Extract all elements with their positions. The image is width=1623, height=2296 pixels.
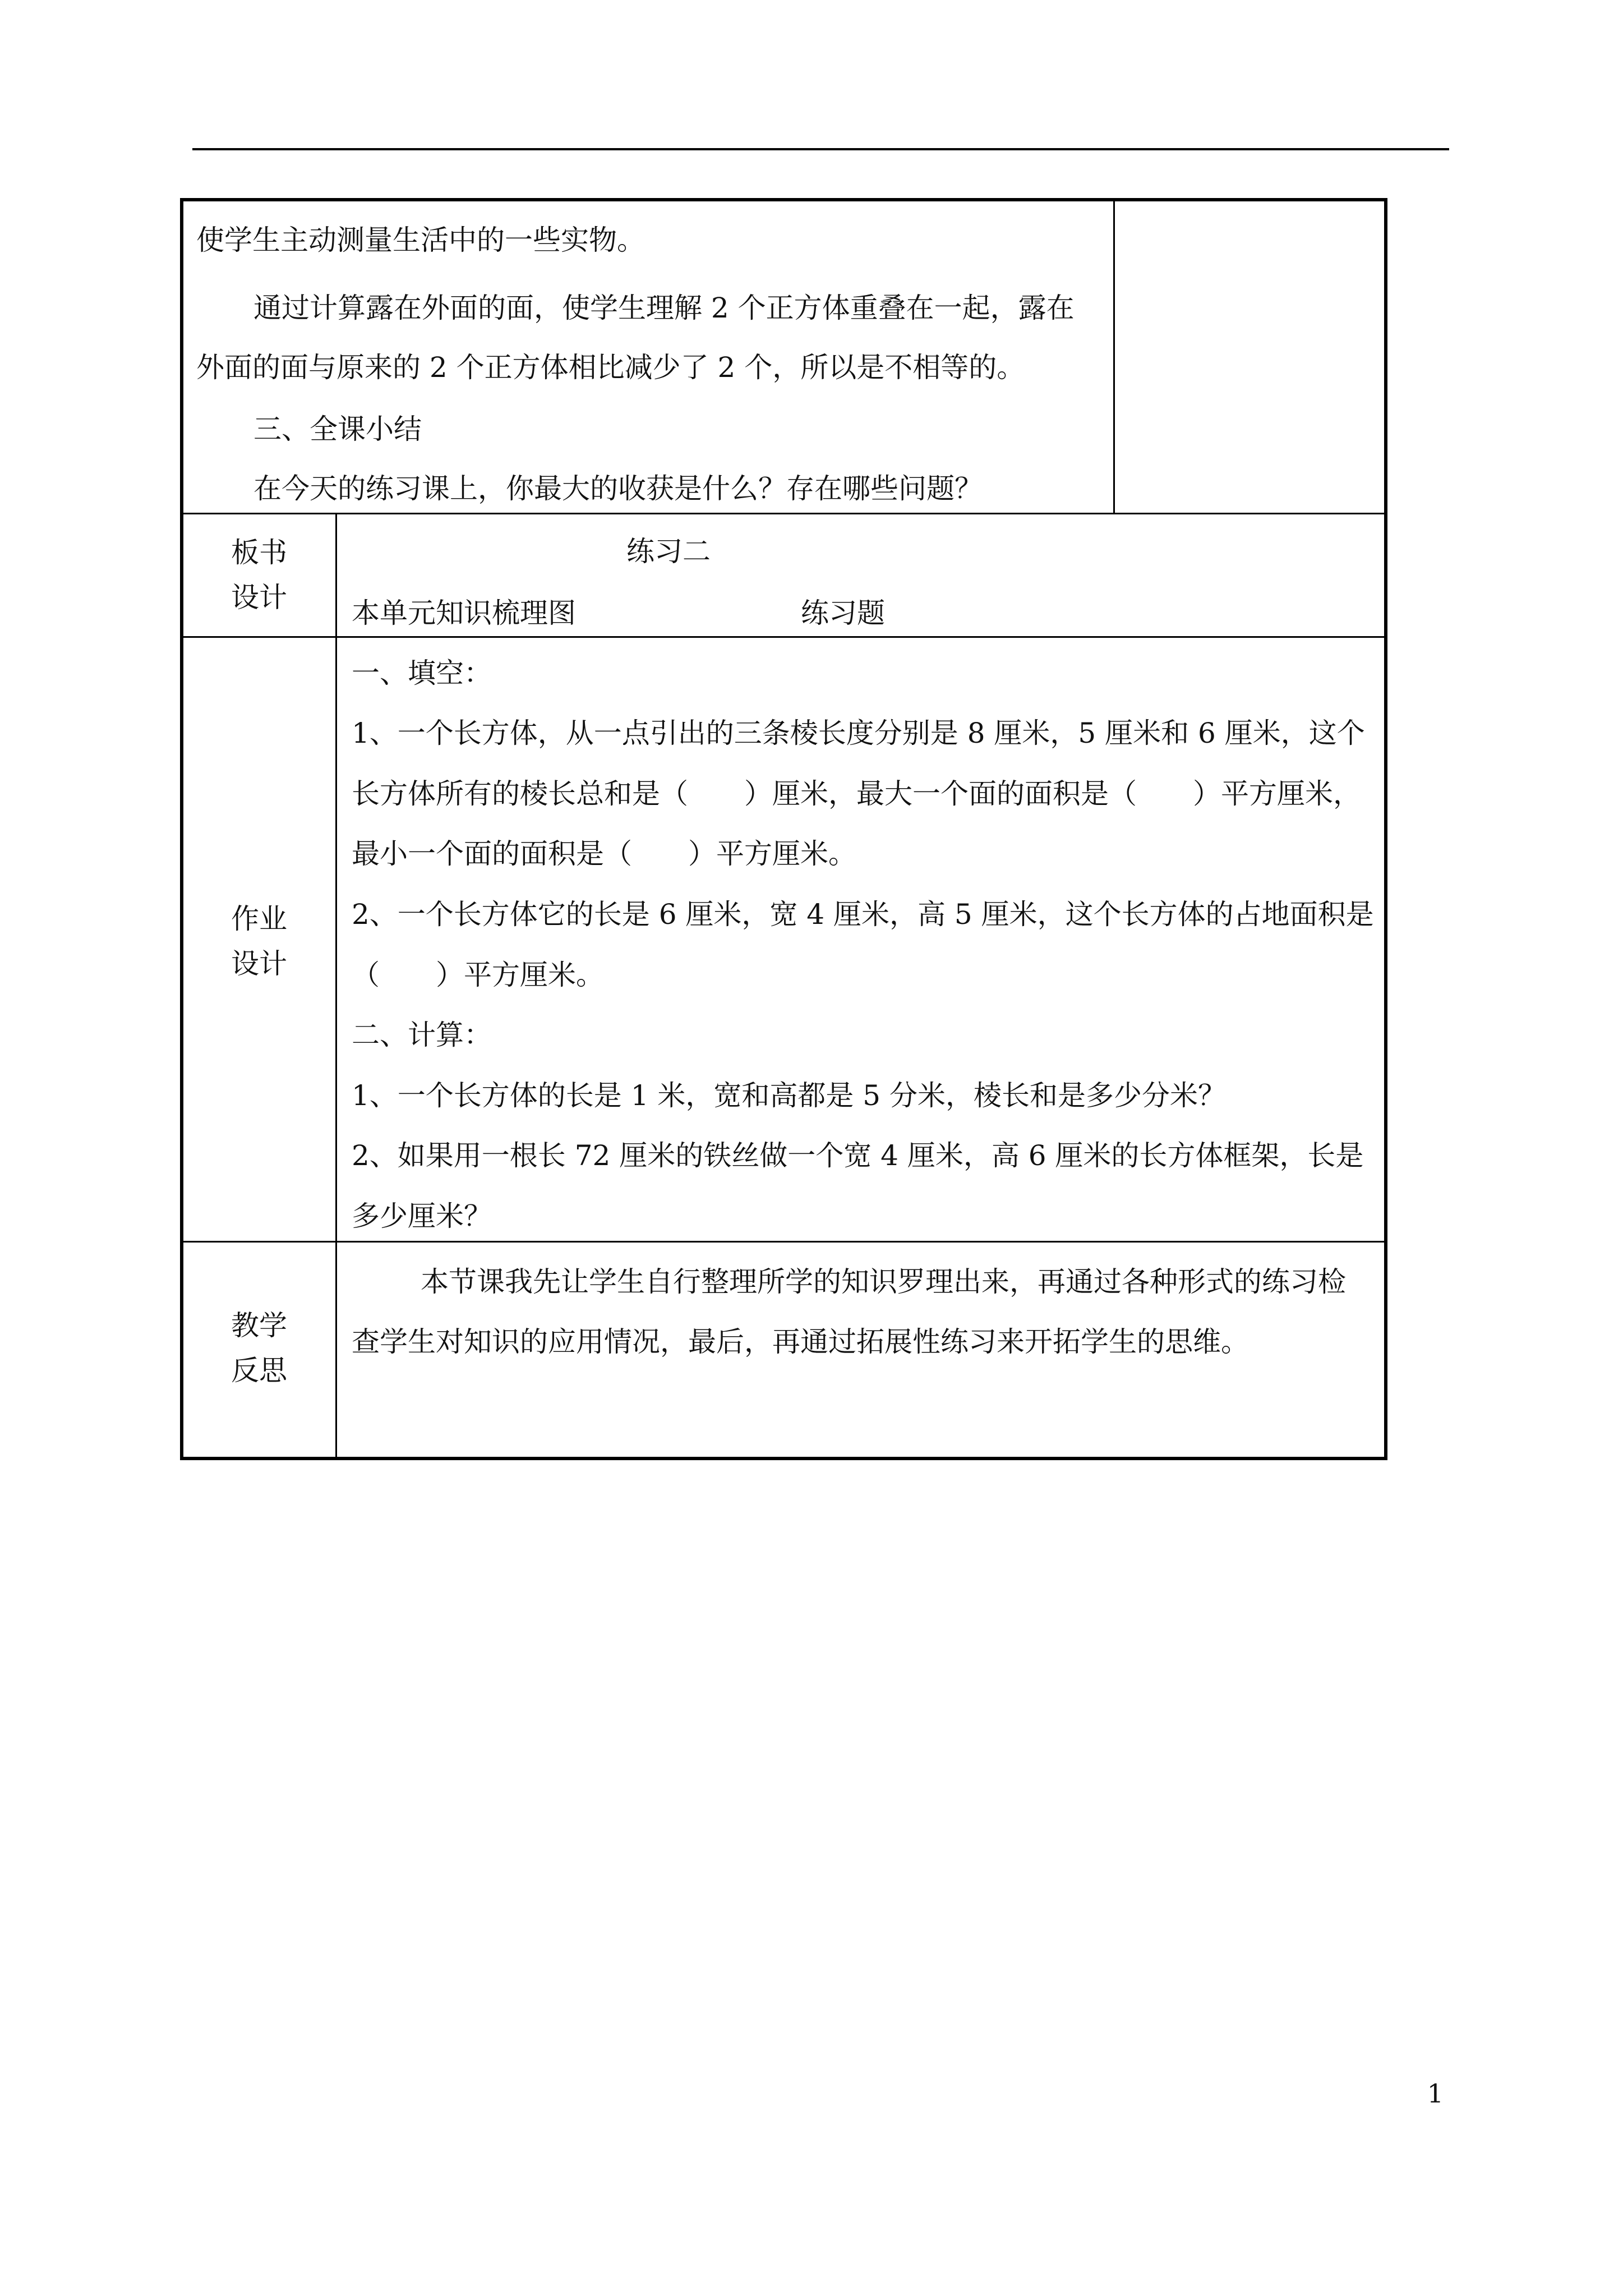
reflection-line-1: 本节课我先让学生自行整理所学的知识罗理出来，再通过各种形式的练习检 <box>421 1266 1346 1298</box>
board-left-item: 本单元知识梳理图 <box>352 597 576 629</box>
homework-line-10: 多少厘米？ <box>352 1200 492 1232</box>
row-divider-reflection <box>182 1241 1386 1243</box>
top-right-column-divider <box>1113 200 1115 514</box>
board-label-line2: 设计 <box>231 581 287 614</box>
homework-line-2: 1、一个长方体，从一点引出的三条棱长度分别是 8 厘米，5 厘米和 6 厘米，这个 <box>352 717 1365 749</box>
reflection-label-line1: 教学 <box>231 1309 287 1342</box>
top-line-3: 外面的面与原来的 2 个正方体相比减少了 2 个，所以是不相等的。 <box>196 351 1025 384</box>
top-line-2: 通过计算露在外面的面，使学生理解 2 个正方体重叠在一起，露在 <box>253 292 1075 324</box>
board-right-item: 练习题 <box>801 597 885 629</box>
homework-label-line1: 作业 <box>231 903 287 935</box>
homework-line-3: 长方体所有的棱长总和是（ ）厘米，最大一个面的面积是（ ）平方厘米， <box>352 777 1361 810</box>
top-line-1: 使学生主动测量生活中的一些实物。 <box>196 224 645 256</box>
homework-line-6: （ ）平方厘米。 <box>352 959 604 991</box>
page-number: 1 <box>1427 2078 1444 2109</box>
homework-line-5: 2、一个长方体它的长是 6 厘米，宽 4 厘米，高 5 厘米，这个长方体的占地面积是 <box>352 898 1374 931</box>
label-column-divider <box>335 513 337 1458</box>
top-line-5: 在今天的练习课上，你最大的收获是什么？存在哪些问题？ <box>253 472 983 505</box>
homework-line-1: 一、填空： <box>352 657 492 689</box>
homework-line-9: 2、如果用一根长 72 厘米的铁丝做一个宽 4 厘米，高 6 厘米的长方体框架，长是 <box>352 1139 1364 1172</box>
row-divider-board <box>182 513 1386 514</box>
board-design-label <box>189 530 329 620</box>
header-rule <box>192 148 1449 150</box>
reflection-line-2: 查学生对知识的应用情况，最后，再通过拓展性练习来开拓学生的思维。 <box>352 1326 1249 1358</box>
homework-line-8: 1、一个长方体的长是 1 米，宽和高都是 5 分米，棱长和是多少分米？ <box>352 1079 1227 1112</box>
homework-line-4: 最小一个面的面积是（ ）平方厘米。 <box>352 838 856 870</box>
board-label-line1: 板书 <box>231 536 287 569</box>
homework-line-7: 二、计算： <box>352 1019 492 1051</box>
row-divider-homework <box>182 636 1386 638</box>
homework-design-label <box>189 896 329 986</box>
reflection-label-line2: 反思 <box>231 1354 287 1387</box>
homework-label-line2: 设计 <box>231 947 287 980</box>
reflection-label <box>189 1303 329 1393</box>
board-title: 练习二 <box>626 535 711 568</box>
top-line-4: 三、全课小结 <box>253 413 422 445</box>
